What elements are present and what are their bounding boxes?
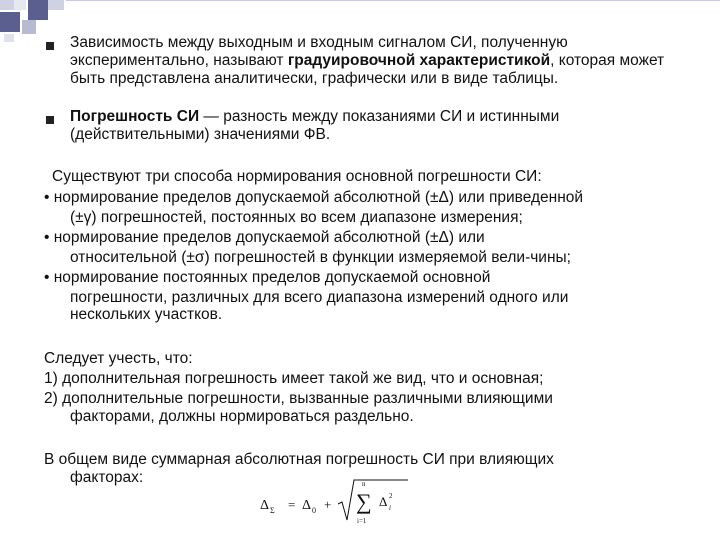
methods-intro: Существуют три способа нормирования основной погрешности СИ:: [52, 168, 542, 185]
bullet-definition-calibration: [70, 34, 670, 88]
formula-lhs-sub: Σ: [270, 506, 275, 515]
decor-square: [48, 0, 64, 10]
summary-line: В общем виде суммарная абсолютная погрешность СИ при влияющих: [44, 451, 554, 468]
formula-equals: =: [288, 497, 296, 512]
sum-upper: n: [362, 480, 366, 488]
method-line: (±γ) погрешностей, постоянных во всем диапазоне измерения;: [70, 209, 523, 226]
sum-sigma-icon: ∑: [356, 489, 372, 514]
decor-square: [28, 0, 48, 20]
method-line: • нормирование пределов допускаемой абсолютной (±Δ) или приведенной: [44, 189, 584, 206]
method-line: относительной (±σ) погрешностей в функции измеряемой вели-чины;: [70, 249, 571, 266]
sum-lower: i=1: [357, 517, 367, 525]
formula-term: Δ: [302, 498, 312, 513]
note-line: 2) дополнительные погрешности, вызванные различными влияющими: [44, 390, 553, 407]
note-title: Следует учесть, что:: [44, 350, 193, 367]
method-line: • нормирование постоянных пределов допускаемой основной: [44, 269, 491, 286]
sum-term-sub: i: [389, 504, 391, 512]
bullet-definition-error: [70, 108, 670, 144]
bullet-text: Зависимость между выходным и входным сигналом СИ, полученную экспериментально, называют: [70, 34, 568, 69]
bullet-term: градуировочной характеристикой: [287, 52, 551, 69]
note-line: факторами, должны нормироваться раздельно.: [70, 408, 414, 425]
top-divider: [66, 0, 720, 1]
formula-lhs: Δ: [260, 498, 270, 513]
formula-plus: +: [324, 497, 332, 512]
bullet-square-icon: [46, 42, 54, 50]
note-line: 1) дополнительная погрешность имеет такой же вид, что и основная;: [44, 370, 544, 387]
sum-term-sup: 2: [389, 492, 393, 500]
decor-square: [22, 20, 36, 34]
total-error-formula: [258, 476, 418, 528]
method-line: нескольких участков.: [70, 306, 223, 323]
bullet-text: , которая может быть представлена аналитически, графически или в виде таблицы.: [70, 52, 665, 87]
decor-square: [0, 12, 20, 32]
bullet-square-icon: [46, 116, 54, 124]
bullet-term: Погрешность СИ: [70, 108, 200, 125]
sqrt-radical-icon: [338, 480, 408, 520]
method-line: погрешности, различных для всего диапазона измерений одного или: [70, 289, 569, 306]
decor-square: [0, 0, 14, 10]
decor-square: [14, 0, 26, 10]
summary-line: факторах:: [70, 469, 144, 486]
bullet-text: — разность между показаниями СИ и истинными (действительными) значениями ФВ.: [70, 108, 560, 143]
decor-square: [4, 34, 14, 42]
method-line: • нормирование пределов допускаемой абсолютной (±Δ) или: [44, 229, 485, 246]
formula-term-sub: 0: [312, 506, 316, 515]
sum-term: Δ: [379, 494, 388, 509]
